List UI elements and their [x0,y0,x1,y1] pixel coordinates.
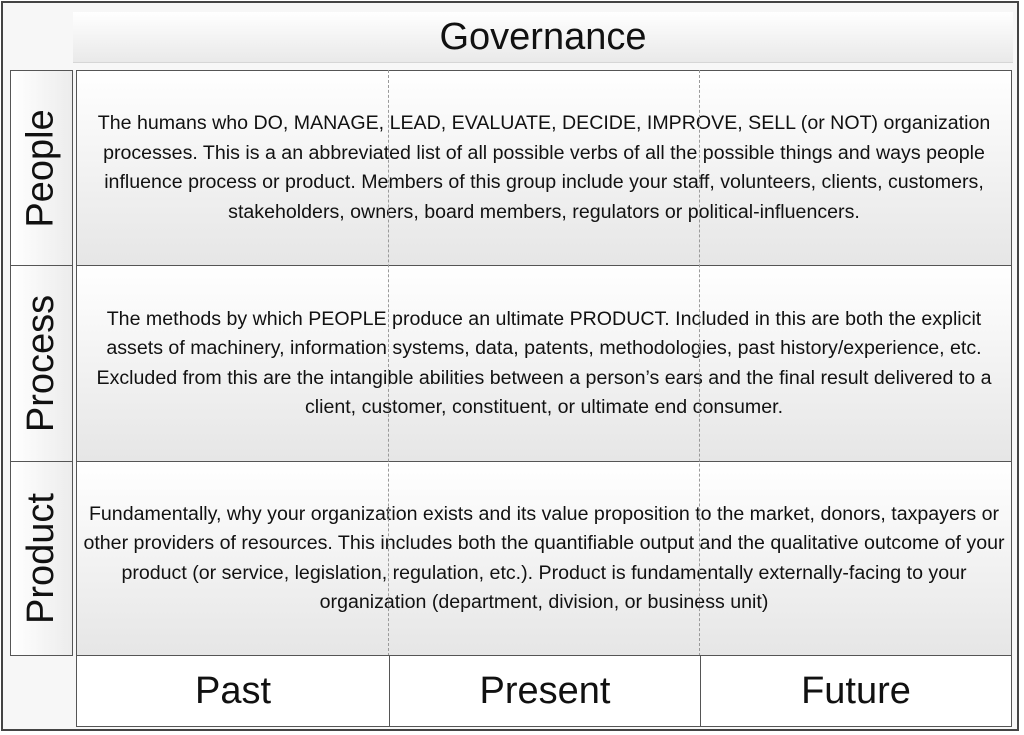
product-description-box [76,461,1012,656]
process-description-box [76,265,1012,462]
row-label-product [10,461,73,656]
product-description: Fundamentally, why your organization exists and its value proposition to the market, donors, taxpayers or other providers of resources. This includes both the quantifiable output and the qualitative outcome of your product (or service, legislation, regulation, etc.). Product is fundamentally externally-facing to your organization (department, division, or business unit) [83,502,1005,613]
process-description: The methods by which PEOPLE produce an ultimate PRODUCT. Included in this are both the explicit assets of machinery, information systems, data, patents, methodologies, past history/experience, etc. Excluded from this are the intangible abilities between a person’s ears and the final result delivered to a client, customer, constituent, or ultimate end consumer. [96,307,992,418]
row-label-product-text: Product [20,493,62,624]
row-label-people-text: People [20,108,63,228]
row-label-process-text: Process [20,294,62,433]
column-divider-present-future [699,70,700,656]
row-label-process [10,265,73,462]
people-description: The humans who DO, MANAGE, LEAD, EVALUATE, DECIDE, IMPROVE, SELL (or NOT) organization processes. This is a an abbreviated list of all possible verbs of all the possible things and ways people influence process or product. Members of this group include your staff, volunteers, clients, customers, stakeholders, owners, board members, regulators or political-influencers. [97,112,991,223]
timeline-bar [76,655,1012,727]
diagram-title: Governance [73,12,1013,63]
column-divider-past-present [388,70,389,656]
timeline-present: Present [389,656,700,726]
row-label-people [10,70,73,266]
timeline-future: Future [700,656,1011,726]
people-description-box [76,70,1012,266]
timeline-past: Past [194,669,272,712]
